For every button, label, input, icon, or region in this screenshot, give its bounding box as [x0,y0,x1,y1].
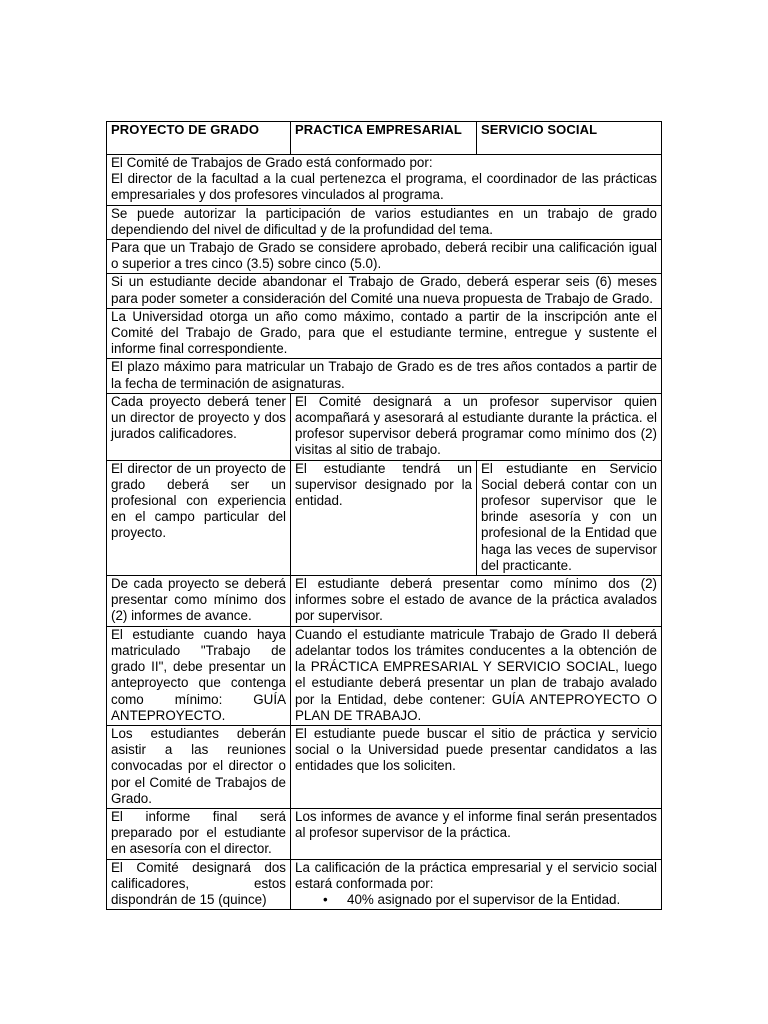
row-plazo-un-ano: La Universidad otorga un año como máximo, contado a partir de la inscripción ante el Comité del Trabajo de Grado, para que el estudiante termine, entregue y sustente el informe final correspondiente. [107,308,662,359]
comparison-table [106,121,662,910]
cell-informes-presentados: Los informes de avance y el informe final serán presentados al profesor supervisor de la práctica. [291,808,662,859]
table-row [107,626,662,725]
table-row [107,308,662,359]
table-row [107,808,662,859]
cell-sitio-practica: El estudiante puede buscar el sitio de práctica y servicio social o la Universidad puede presentar candidatos a las entidades que los soliciten. [291,725,662,808]
row-participacion-estudiantes: Se puede autorizar la participación de varios estudiantes en un trabajo de grado dependiendo del nivel de dificultad y de la profundidad del tema. [107,205,662,239]
bullet-icon: • [323,891,328,907]
row-comite-conformado: El Comité de Trabajos de Grado está conformado por: El director de la facultad a la cual pertenezca el programa, el coordinador de las prácticas empresariales y dos profesores vinculados al programa. [107,155,662,206]
cell-practica-supervisor-designado: El estudiante tendrá un supervisor designado por la entidad. [291,460,477,575]
cell-servicio-supervisor: El estudiante en Servicio Social deberá contar con un profesor supervisor que le brinde asesoría y con un profesional de la Entidad que haga las veces de supervisor del practicante. [477,460,662,575]
table-row [107,576,662,627]
bullet-text: 40% asignado por el supervisor de la Entidad. [347,891,621,907]
calificacion-list [295,892,657,908]
header-proyecto-de-grado: PROYECTO DE GRADO [107,122,291,155]
row-abandonar-trabajo: Si un estudiante decide abandonar el Trabajo de Grado, deberá esperar seis (6) meses para poder someter a consideración del Comité una nueva propuesta de Trabajo de Grado. [107,274,662,308]
cell-grado-anteproyecto: El estudiante cuando haya matriculado "Trabajo de grado II", debe presentar un anteproyecto que contenga como mínimo: GUÍA ANTEPROYECTO. [107,626,291,725]
cell-grado-calificadores: El Comité designará dos calificadores, estos dispondrán de 15 (quince) [107,859,291,910]
list-item [323,891,657,908]
row-calificacion-aprobado: Para que un Trabajo de Grado se considere aprobado, deberá recibir una calificación igual o superior a tres cinco (3.5) sobre cinco (5.0). [107,240,662,274]
header-row [107,122,662,155]
table-row [107,240,662,274]
table-row [107,359,662,393]
table-row [107,205,662,239]
calificacion-intro: La calificación de la práctica empresarial y el servicio social estará conformada por: [295,859,657,891]
table-row [107,725,662,808]
cell-grado-informes-avance: De cada proyecto se deberá presentar como mínimo dos (2) informes de avance. [107,576,291,627]
cell-grado-reuniones: Los estudiantes deberán asistir a las reuniones convocadas por el director o por el Comité de Trabajos de Grado. [107,725,291,808]
cell-grado-director-profesional: El director de un proyecto de grado deberá ser un profesional con experiencia en el campo particular del proyecto. [107,460,291,575]
header-servicio-social: SERVICIO SOCIAL [477,122,662,155]
table-row [107,460,662,575]
row-plazo-tres-anos: El plazo máximo para matricular un Trabajo de Grado es de tres años contados a partir de la fecha de terminación de asignaturas. [107,359,662,393]
table-row [107,155,662,206]
cell-profesor-supervisor: El Comité designará a un profesor supervisor quien acompañará y asesorará al estudiante durante la práctica. el profesor supervisor deberá programar como mínimo dos (2) visitas al sitio de trabajo. [291,393,662,460]
table-row [107,859,662,910]
cell-calificacion-conformada [291,859,662,910]
cell-grado-director-jurados: Cada proyecto deberá tener un director de proyecto y dos jurados calificadores. [107,393,291,460]
table-row [107,274,662,308]
table-row [107,393,662,460]
cell-informes-estado-avance: El estudiante deberá presentar como mínimo dos (2) informes sobre el estado de avance de la práctica avalados por supervisor. [291,576,662,627]
header-practica-empresarial: PRACTICA EMPRESARIAL [291,122,477,155]
cell-tramites-plan-trabajo: Cuando el estudiante matricule Trabajo de Grado II deberá adelantar todos los trámites conducentes a la obtención de la PRÁCTICA EMPRESARIAL Y SERVICIO SOCIAL, luego el estudiante deberá presentar un plan de trabajo avalado por la Entidad, debe contener: GUÍA ANTEPROYECTO O PLAN DE TRABAJO. [291,626,662,725]
cell-grado-informe-final: El informe final será preparado por el estudiante en asesoría con el director. [107,808,291,859]
